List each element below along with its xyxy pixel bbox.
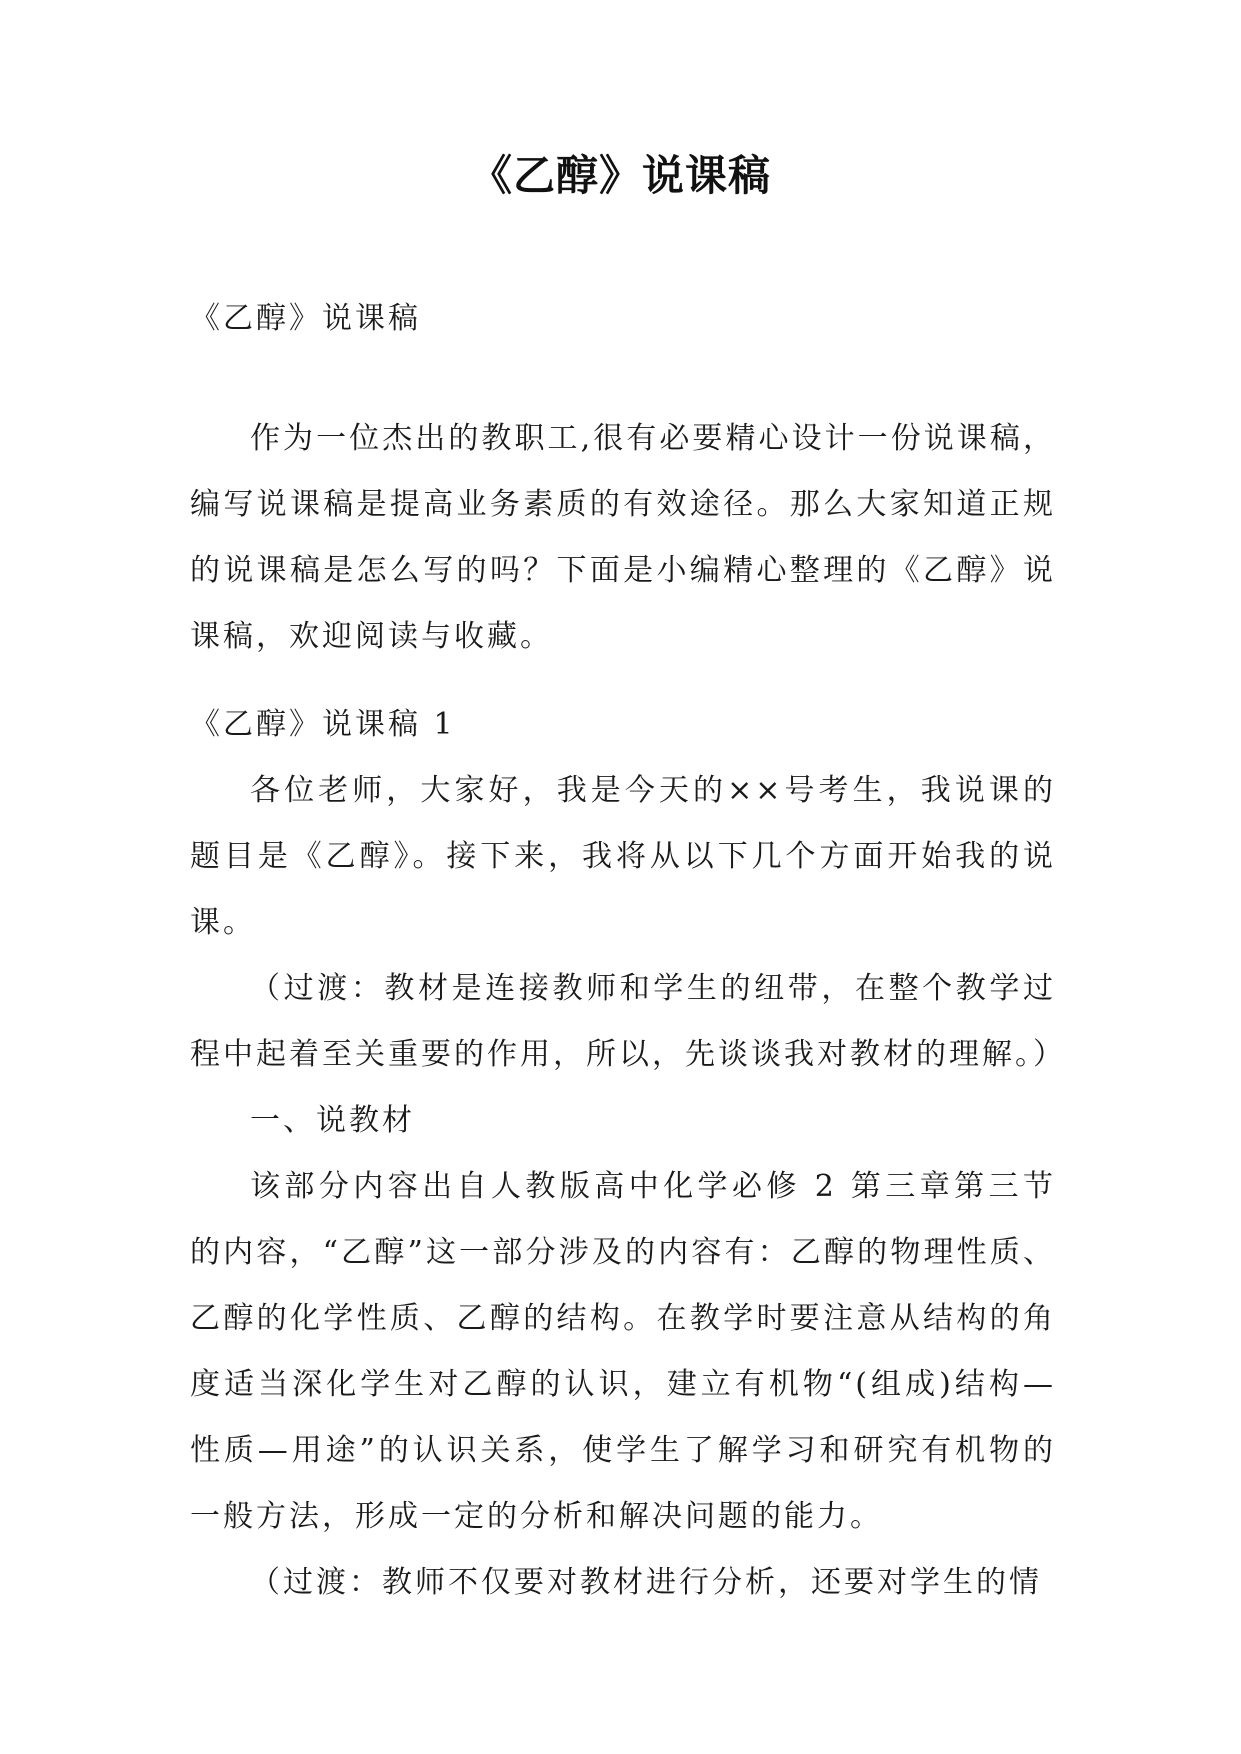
document-title: 《乙醇》说课稿 xyxy=(469,151,771,200)
paragraph-greeting: 各位老师，大家好，我是今天的××号考生，我说课的题目是《乙醇》。接下来，我将从以下几个方面开始我的说课。 xyxy=(190,773,1056,940)
document-subtitle: 《乙醇》说课稿 xyxy=(190,301,421,336)
paragraph-textbook: 该部分内容出自人教版高中化学必修 2 第三章第三节的内容，“乙醇”这一部分涉及的内容有：乙醇的物理性质、乙醇的化学性质、乙醇的结构。在教学时要注意从结构的角度适当深化学生对乙醇的认识，建立有机物“(组成)结构—性质—用途”的认识关系，使学生了解学习和研究有机物的一般方法，形成一定的分析和解决问题的能力。 xyxy=(190,1169,1056,1534)
intro-paragraph: 作为一位杰出的教职工,很有必要精心设计一份说课稿，编写说课稿是提高业务素质的有效途径。那么大家知道正规的说课稿是怎么写的吗？下面是小编精心整理的《乙醇》说课稿，欢迎阅读与收藏。 xyxy=(190,421,1056,654)
section-title: 《乙醇》说课稿 1 xyxy=(190,707,456,742)
section-block xyxy=(190,692,1066,1616)
intro-block xyxy=(190,406,1056,670)
document-subtitle-block xyxy=(190,286,1056,352)
heading-textbook: 一、说教材 xyxy=(250,1103,415,1138)
paragraph-transition-1: （过渡：教材是连接教师和学生的纽带，在整个教学过程中起着至关重要的作用，所以，先谈谈我对教材的理解。） xyxy=(190,971,1066,1072)
paragraph-transition-2: （过渡：教师不仅要对教材进行分析，还要对学生的情 xyxy=(250,1565,1042,1600)
